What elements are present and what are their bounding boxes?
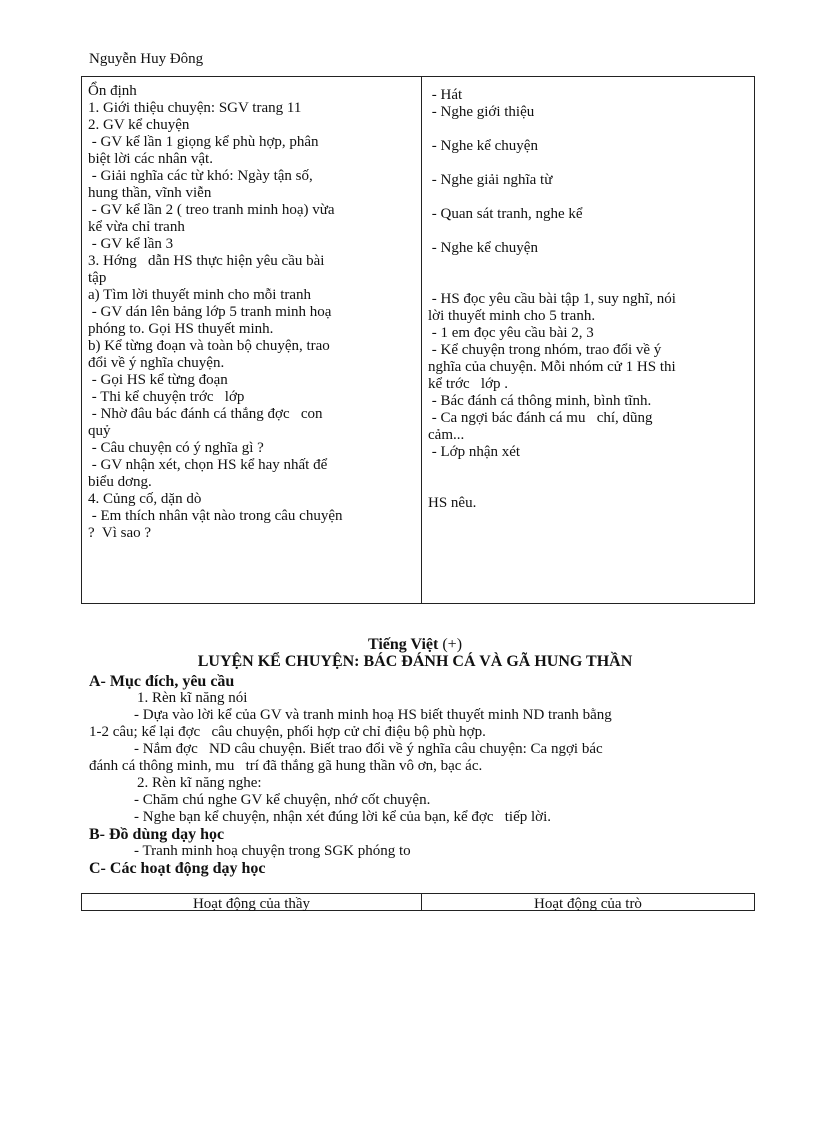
teacher-activity-line: hung thần, vĩnh viễn xyxy=(88,185,212,201)
teacher-activity-line: biểu dơng. xyxy=(88,474,152,490)
student-activity-line xyxy=(428,189,750,206)
teacher-activity-line: 3. Hớng dẫn HS thực hiện yêu cầu bài xyxy=(88,253,325,269)
student-activity-line: - Nghe giải nghĩa từ xyxy=(428,172,553,188)
subject-title xyxy=(14,636,816,654)
student-activity-line: - Ca ngợi bác đánh cá mu chí, dũng xyxy=(428,410,653,426)
section-b-heading: B- Đồ dùng dạy học xyxy=(89,826,225,843)
student-activity-line xyxy=(428,121,750,138)
student-activity-line: cảm... xyxy=(428,427,465,443)
teacher-activity-line: 2. GV kể chuyện xyxy=(88,117,190,133)
teacher-activities-header: Hoạt động của thầy xyxy=(192,896,311,912)
teacher-activities-column xyxy=(88,83,414,542)
teacher-activity-line: - Em thích nhân vật nào trong câu chuyện xyxy=(88,508,343,524)
section-a-item-2-para-1: - Chăm chú nghe GV kể chuyện, nhớ cốt chuyện. xyxy=(134,792,431,808)
section-a-item-1-para-1: - Dựa vào lời kể của GV và tranh minh hoạ HS biết thuyết minh ND tranh bằng xyxy=(134,707,612,723)
teacher-activity-line: biệt lời các nhân vật. xyxy=(88,151,213,167)
teacher-activity-line: 4. Củng cố, dặn dò xyxy=(88,491,202,507)
student-activity-line: - Nghe kể chuyện xyxy=(428,138,538,154)
student-activity-line: - Nghe kể chuyện xyxy=(428,240,538,256)
teacher-activity-line: kể vừa chỉ tranh xyxy=(88,219,185,235)
teacher-activity-line: - GV kể lần 3 xyxy=(88,236,174,252)
section-a-item-1-para-2: - Nắm đợc ND câu chuyện. Biết trao đổi về ý nghĩa câu chuyện: Ca ngợi bác xyxy=(134,741,603,757)
lesson-title: LUYỆN KỂ CHUYỆN: BÁC ĐÁNH CÁ VÀ GÃ HUNG THẦN xyxy=(197,653,633,670)
student-activities-column xyxy=(428,87,750,512)
student-activity-line: kể trớc lớp . xyxy=(428,376,509,392)
student-activity-line: - Quan sát tranh, nghe kể xyxy=(428,206,583,222)
teacher-activity-line: - GV nhận xét, chọn HS kể hay nhất để xyxy=(88,457,328,473)
section-b-item: - Tranh minh hoạ chuyện trong SGK phóng to xyxy=(134,843,411,859)
student-activities-header: Hoạt động của trò xyxy=(534,896,642,912)
teacher-activity-line: Ổn định xyxy=(88,83,137,99)
teacher-activity-line: - Thi kể chuyện trớc lớp xyxy=(88,389,245,405)
student-activity-line xyxy=(428,223,750,240)
student-activity-line: nghĩa của chuyện. Mỗi nhóm cử 1 HS thi xyxy=(428,359,676,375)
student-activity-line: - Hát xyxy=(428,87,463,103)
section-a-item-1-para-1-cont: 1-2 câu; kể lại đợc câu chuyện, phối hợp cử chỉ điệu bộ phù hợp. xyxy=(89,724,486,740)
section-a-item-1: 1. Rèn kĩ năng nói xyxy=(137,690,248,706)
student-activity-line xyxy=(428,461,750,478)
student-activity-line xyxy=(428,155,750,172)
teacher-activity-line: - GV kể lần 2 ( treo tranh minh hoạ) vừa xyxy=(88,202,335,218)
activities-header-table xyxy=(81,893,755,911)
teacher-activity-line: đổi về ý nghĩa chuyện. xyxy=(88,355,225,371)
section-a-item-2-para-2: - Nghe bạn kể chuyện, nhận xét đúng lời kể của bạn, kể đợc tiếp lời. xyxy=(134,809,552,825)
table-column-divider xyxy=(421,77,422,603)
subject-name: Tiếng Việt xyxy=(367,636,439,653)
teacher-activity-line: - Câu chuyện có ý nghĩa gì ? xyxy=(88,440,264,456)
subject-suffix: (+) xyxy=(442,636,463,653)
teacher-activity-line: 1. Giới thiệu chuyện: SGV trang 11 xyxy=(88,100,302,116)
lesson-plan-body xyxy=(89,673,749,877)
lesson-activities-table xyxy=(81,76,755,604)
teacher-activity-line: - GV dán lên bảng lớp 5 tranh minh hoạ xyxy=(88,304,332,320)
section-a-item-2: 2. Rèn kĩ năng nghe: xyxy=(137,775,262,791)
student-activity-line: - 1 em đọc yêu cầu bài 2, 3 xyxy=(428,325,594,341)
teacher-activity-line: ? Vì sao ? xyxy=(88,525,152,541)
student-activity-line xyxy=(428,274,750,291)
student-activity-line: - Lớp nhận xét xyxy=(428,444,521,460)
student-activity-line: HS nêu. xyxy=(428,495,477,511)
section-a-heading: A- Mục đích, yêu cầu xyxy=(89,673,235,690)
teacher-activity-line: phóng to. Gọi HS thuyết minh. xyxy=(88,321,274,337)
lesson-heading xyxy=(0,636,816,670)
section-a-item-1-para-2-cont: đánh cá thông minh, mu trí đã thắng gã hung thần vô ơn, bạc ác. xyxy=(89,758,483,774)
teacher-activity-line: b) Kể từng đoạn và toàn bộ chuyện, trao xyxy=(88,338,330,354)
teacher-activity-line: quỷ xyxy=(88,423,111,439)
teacher-activity-line: - Gọi HS kể từng đoạn xyxy=(88,372,228,388)
teacher-activity-line: - Nhờ đâu bác đánh cá thắng đợc con xyxy=(88,406,323,422)
section-c-heading: C- Các hoạt động dạy học xyxy=(89,860,266,877)
teacher-activity-line: a) Tìm lời thuyết minh cho mỗi tranh xyxy=(88,287,312,303)
teacher-activity-line: tập xyxy=(88,270,107,286)
student-activity-line: - HS đọc yêu cầu bài tập 1, suy nghĩ, nói xyxy=(428,291,676,307)
teacher-activity-line: - Giải nghĩa các từ khó: Ngày tận số, xyxy=(88,168,313,184)
student-activity-line: - Nghe giới thiệu xyxy=(428,104,535,120)
student-activity-line xyxy=(428,257,750,274)
student-activity-line: - Kể chuyện trong nhóm, trao đổi về ý xyxy=(428,342,662,358)
student-activity-line: - Bác đánh cá thông minh, bình tĩnh. xyxy=(428,393,652,409)
student-activity-line: lời thuyết minh cho 5 tranh. xyxy=(428,308,596,324)
author-name: Nguyễn Huy Đông xyxy=(89,51,204,67)
student-activity-line xyxy=(428,478,750,495)
teacher-activity-line: - GV kể lần 1 giọng kể phù hợp, phân xyxy=(88,134,319,150)
